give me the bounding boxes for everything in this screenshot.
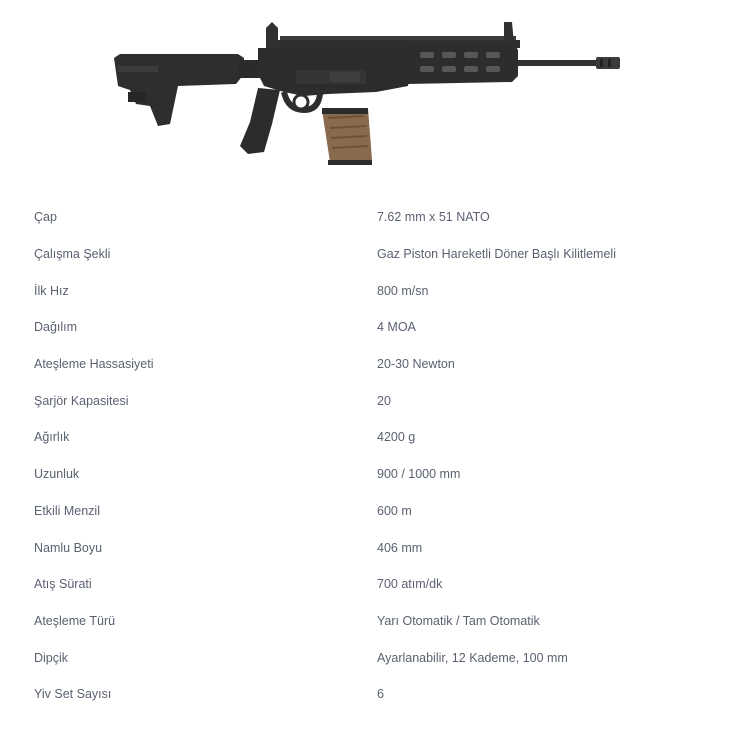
spec-label: Atış Sürati bbox=[34, 577, 92, 592]
spec-label: Çap bbox=[34, 210, 57, 225]
spec-label: Çalışma Şekli bbox=[34, 247, 111, 262]
spec-label: Namlu Boyu bbox=[34, 540, 103, 555]
spec-label: Dağılım bbox=[34, 320, 78, 335]
spec-value: 900 / 1000 mm bbox=[377, 467, 461, 482]
table-row bbox=[0, 309, 742, 346]
spec-label: Uzunluk bbox=[34, 467, 80, 482]
spec-value: 700 atım/dk bbox=[377, 577, 443, 592]
spec-label: Şarjör Kapasitesi bbox=[34, 393, 129, 408]
spec-table bbox=[0, 199, 742, 713]
table-row bbox=[0, 272, 742, 309]
spec-label: Dipçik bbox=[34, 650, 69, 665]
spec-value: 600 m bbox=[377, 503, 412, 518]
spec-label: Etkili Menzil bbox=[34, 503, 100, 518]
table-row bbox=[0, 603, 742, 640]
spec-value: 6 bbox=[377, 687, 384, 702]
spec-value: 4 MOA bbox=[377, 320, 416, 335]
spec-value: 800 m/sn bbox=[377, 283, 429, 298]
table-row bbox=[0, 456, 742, 493]
spec-value: 7.62 mm x 51 NATO bbox=[377, 210, 490, 225]
spec-label: İlk Hız bbox=[34, 283, 69, 298]
table-row bbox=[0, 236, 742, 273]
table-row bbox=[0, 639, 742, 676]
spec-value: 4200 g bbox=[377, 430, 416, 445]
table-row bbox=[0, 493, 742, 530]
table-row bbox=[0, 676, 742, 713]
spec-value: 20-30 Newton bbox=[377, 357, 455, 372]
spec-label: Yiv Set Sayısı bbox=[34, 687, 112, 702]
spec-value: 20 bbox=[377, 393, 391, 408]
spec-label: Ateşleme Hassasiyeti bbox=[34, 357, 154, 372]
rifle-image bbox=[108, 14, 628, 174]
spec-value: Gaz Piston Hareketli Döner Başlı Kilitlemeli bbox=[377, 247, 616, 262]
spec-label: Ateşleme Türü bbox=[34, 613, 116, 628]
table-row bbox=[0, 529, 742, 566]
table-row bbox=[0, 346, 742, 383]
spec-value: Ayarlanabilir, 12 Kademe, 100 mm bbox=[377, 650, 568, 665]
spec-value: Yarı Otomatik / Tam Otomatik bbox=[377, 613, 540, 628]
table-row bbox=[0, 566, 742, 603]
spec-value: 406 mm bbox=[377, 540, 423, 555]
spec-label: Ağırlık bbox=[34, 430, 70, 445]
table-row bbox=[0, 382, 742, 419]
table-row bbox=[0, 419, 742, 456]
table-row bbox=[0, 199, 742, 236]
